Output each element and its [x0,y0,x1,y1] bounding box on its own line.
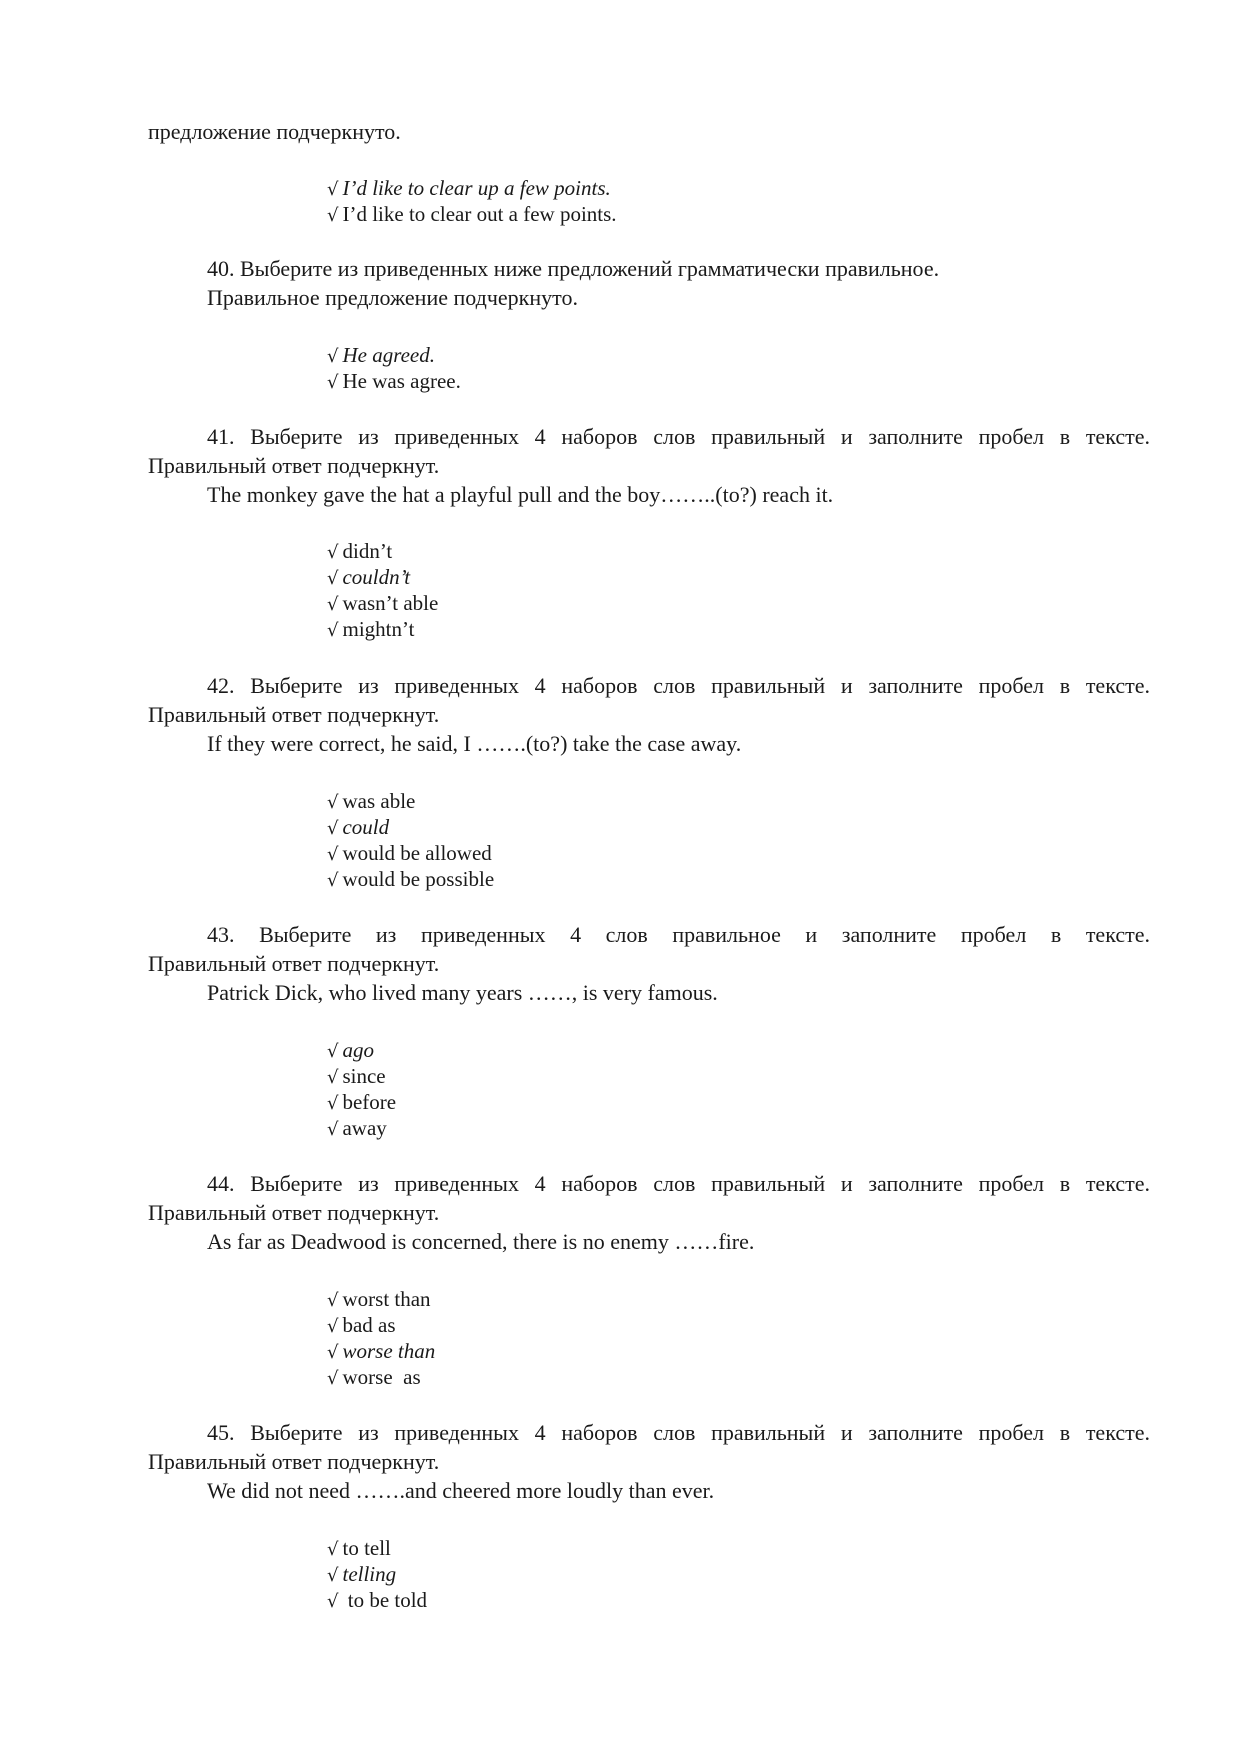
option: √ to tell [327,1536,391,1560]
check-icon: √ [327,1316,339,1337]
check-icon: √ [327,1591,339,1612]
question-43-prompt-line2: Правильный ответ подчеркнут. [148,951,440,976]
option-correct: √ telling [327,1562,397,1586]
check-icon: √ [327,179,339,200]
question-44-sentence: As far as Deadwood is concerned, there is no enemy ……fire. [207,1229,755,1254]
option: √ I’d like to clear out a few points. [327,202,617,226]
option: √ He was agree. [327,369,461,393]
check-icon: √ [327,1093,339,1114]
check-icon: √ [327,568,339,589]
option-correct: √ I’d like to clear up a few points. [327,176,611,200]
question-45-prompt: 45. Выберите из приведенных 4 наборов слов правильный и заполните пробел в тексте. [207,1420,1150,1445]
question-44-prompt: 44. Выберите из приведенных 4 наборов слов правильный и заполните пробел в тексте. [207,1171,1150,1196]
check-icon: √ [327,1342,339,1363]
option: √ away [327,1116,387,1140]
option-correct: √ ago [327,1038,374,1062]
question-41-prompt: 41. Выберите из приведенных 4 наборов слов правильный и заполните пробел в тексте. [207,424,1150,449]
option-correct: √ He agreed. [327,343,436,367]
option: √ bad as [327,1313,396,1337]
option: √ wasn’t able [327,591,439,615]
question-43-sentence: Patrick Dick, who lived many years ……, is very famous. [207,980,718,1005]
check-icon: √ [327,205,339,226]
check-icon: √ [327,372,339,393]
option: √ worst than [327,1287,431,1311]
continuation-text: предложение подчеркнуто. [148,119,401,144]
question-41-prompt-line2: Правильный ответ подчеркнут. [148,453,440,478]
option: √ was able [327,789,416,813]
option: √ would be possible [327,867,495,891]
option: √ mightn’t [327,617,415,641]
check-icon: √ [327,1539,339,1560]
option-correct: √ could [327,815,390,839]
check-icon: √ [327,1368,339,1389]
option: √ before [327,1090,397,1114]
option: √ to be told [327,1588,428,1612]
check-icon: √ [327,1565,339,1586]
check-icon: √ [327,1119,339,1140]
question-44-prompt-line2: Правильный ответ подчеркнут. [148,1200,440,1225]
question-42-prompt-line2: Правильный ответ подчеркнут. [148,702,440,727]
check-icon: √ [327,1290,339,1311]
check-icon: √ [327,346,339,367]
check-icon: √ [327,792,339,813]
check-icon: √ [327,870,339,891]
option-correct: √ worse than [327,1339,436,1363]
check-icon: √ [327,594,339,615]
option-correct: √ couldn’t [327,565,411,589]
option: √ since [327,1064,386,1088]
option: √ worse as [327,1365,421,1389]
question-45-prompt-line2: Правильный ответ подчеркнут. [148,1449,440,1474]
check-icon: √ [327,1067,339,1088]
question-40-prompt-line2: Правильное предложение подчеркнуто. [207,285,578,310]
question-45-sentence: We did not need …….and cheered more loudly than ever. [207,1478,715,1503]
question-42-sentence: If they were correct, he said, I …….(to?) take the case away. [207,731,742,756]
check-icon: √ [327,620,339,641]
check-icon: √ [327,818,339,839]
question-42-prompt: 42. Выберите из приведенных 4 наборов слов правильный и заполните пробел в тексте. [207,673,1150,698]
option: √ would be allowed [327,841,492,865]
check-icon: √ [327,844,339,865]
question-43-prompt: 43. Выберите из приведенных 4 слов правильное и заполните пробел в тексте. [207,922,1150,947]
question-41-sentence: The monkey gave the hat a playful pull and the boy……..(to?) reach it. [207,482,834,507]
check-icon: √ [327,1041,339,1062]
question-40-prompt: 40. Выберите из приведенных ниже предложений грамматически правильное. [207,256,940,281]
option: √ didn’t [327,539,393,563]
check-icon: √ [327,542,339,563]
